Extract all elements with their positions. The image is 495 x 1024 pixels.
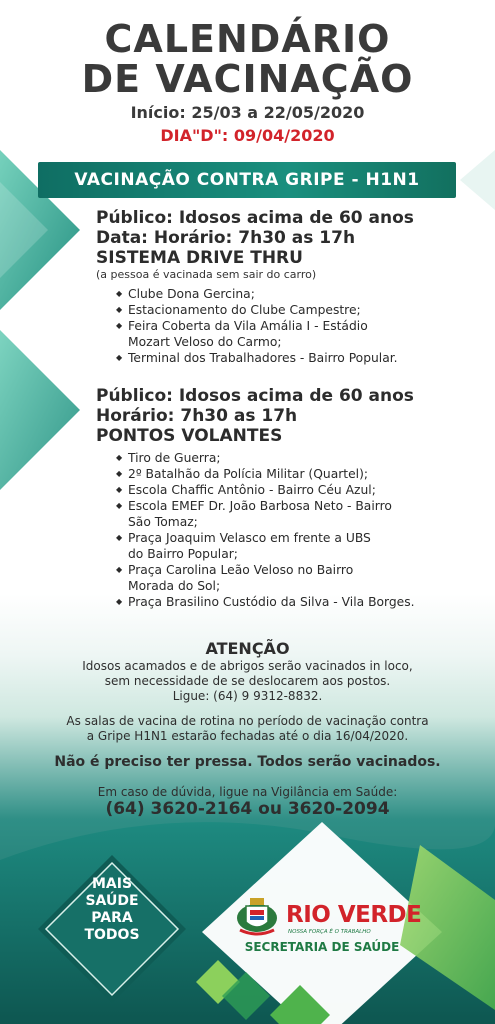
section1-locations [116,286,486,366]
list-item: ◆ 2º Batalhão da Polícia Militar (Quartel); [116,466,486,482]
list-item: ◆ Clube Dona Gercina; [116,286,486,302]
section2-hours: Horário: 7h30 as 17h [96,406,298,426]
closure-notice: As salas de vacina de rotina no período de vacinação contra a Gripe H1N1 estarão fechadas até o dia 16/04/2020. [66,714,429,743]
poster-title-line2: DE VACINAÇÃO [81,57,414,101]
city-logo-name: RIO VERDE [286,902,422,928]
section1-note: (a pessoa é vacinada sem sair do carro) [96,268,317,281]
mobile-points-section [96,386,486,610]
drive-thru-section [96,208,486,366]
section2-audience: Público: Idosos acima de 60 anos [96,386,414,406]
section1-audience: Público: Idosos acima de 60 anos [96,208,414,228]
poster-title-line1: CALENDÁRIO [104,17,391,61]
contact-phones: (64) 3620-2164 ou 3620-2094 [105,799,390,819]
section2-system: PONTOS VOLANTES [96,426,283,446]
list-item: ◆ Terminal dos Trabalhadores - Bairro Popular. [116,350,486,366]
section1-hours: Data: Horário: 7h30 as 17h [96,228,356,248]
list-item: ◆ Praça Carolina Leão Veloso no Bairro Morada do Sol; [116,562,486,594]
section1-system: SISTEMA DRIVE THRU [96,248,303,268]
d-day-date: DIA"D": 09/04/2020 [160,126,335,145]
list-item: ◆ Escola Chaffic Antônio - Bairro Céu Azul; [116,482,486,498]
list-item: ◆ Praça Joaquim Velasco em frente a UBS do Bairro Popular; [116,530,486,562]
list-item: ◆ Tiro de Guerra; [116,450,486,466]
list-item: ◆ Escola EMEF Dr. João Barbosa Neto - Bairro São Tomaz; [116,498,486,530]
attention-heading: ATENÇÃO [205,639,290,658]
section2-locations [116,450,486,610]
list-item: ◆ Estacionamento do Clube Campestre; [116,302,486,318]
list-item: ◆ Praça Brasilino Custódio da Silva - Vila Borges. [116,594,486,610]
campaign-banner: VACINAÇÃO CONTRA GRIPE - H1N1 [38,162,456,198]
no-rush-message: Não é preciso ter pressa. Todos serão vacinados. [54,754,441,770]
list-item: ◆ Feira Coberta da Vila Amália I - Estádio Mozart Veloso do Carmo; [116,318,486,350]
campaign-dates: Início: 25/03 a 22/05/2020 [130,103,365,122]
health-slogan-badge: MAIS SAÚDE PARA TODOS [84,876,140,943]
attention-text: Idosos acamados e de abrigos serão vacinados in loco, sem necessidade de se deslocarem aos postos. Ligue: (64) 9 9312-8832. [82,659,413,703]
health-department-label: SECRETARIA DE SAÚDE [244,940,400,954]
doubt-contact-label: Em caso de dúvida, ligue na Vigilância em Saúde: [97,785,398,799]
city-logo-slogan: NOSSA FORÇA É O TRABALHO [288,929,371,935]
